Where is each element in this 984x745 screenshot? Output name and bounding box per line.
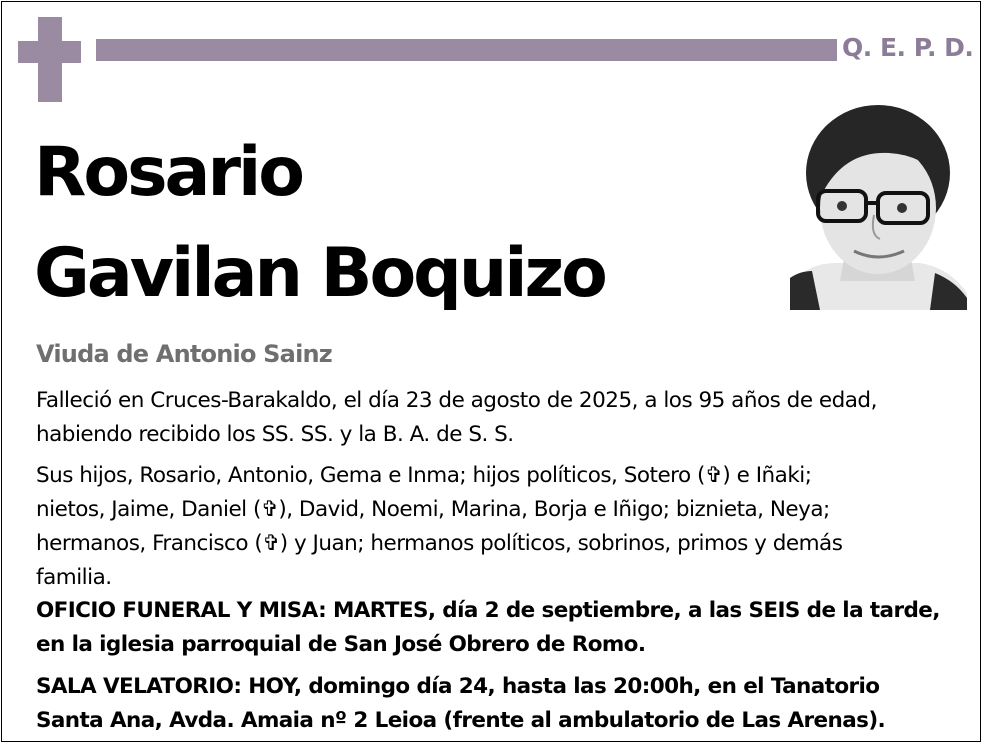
qepd-label: Q. E. P. D. <box>842 33 974 62</box>
widow-of-label: Viuda de Antonio Sainz <box>36 340 332 368</box>
deceased-surnames: Gavilan Boquizo <box>34 234 605 313</box>
portrait-photo <box>790 103 967 310</box>
funeral-line: en la iglesia parroquial de San José Obrero de Romo. <box>36 632 646 657</box>
wake-line: Santa Ana, Avda. Amaia nº 2 Leioa (frente al ambulatorio de Las Arenas). <box>36 708 886 733</box>
family-line: familia. <box>36 565 112 590</box>
family-paragraph <box>36 459 966 595</box>
death-notice-paragraph <box>36 384 966 452</box>
death-notice-line: habiendo recibido los SS. SS. y la B. A. de S. S. <box>36 422 514 447</box>
family-line: Sus hijos, Rosario, Antonio, Gema e Inma; hijos políticos, Sotero (✞) e Iñaki; <box>36 463 812 488</box>
family-line: hermanos, Francisco (✞) y Juan; hermanos políticos, sobrinos, primos y demás <box>36 531 843 556</box>
funeral-line: OFICIO FUNERAL Y MISA: MARTES, día 2 de septiembre, a las SEIS de la tarde, <box>36 598 940 623</box>
death-notice-line: Falleció en Cruces-Barakaldo, el día 23 de agosto de 2025, a los 95 años de edad, <box>36 388 877 413</box>
funeral-paragraph <box>36 594 966 662</box>
wake-line: SALA VELATORIO: HOY, domingo día 24, hasta las 20:00h, en el Tanatorio <box>36 674 880 699</box>
cross-icon-bar <box>18 41 81 63</box>
header-rule <box>96 39 837 61</box>
wake-paragraph <box>36 670 966 738</box>
family-line: nietos, Jaime, Daniel (✞), David, Noemi, Marina, Borja e Iñigo; biznieta, Neya; <box>36 497 830 522</box>
deceased-first-name: Rosario <box>34 133 302 212</box>
portrait-photo-drawing <box>790 103 967 310</box>
